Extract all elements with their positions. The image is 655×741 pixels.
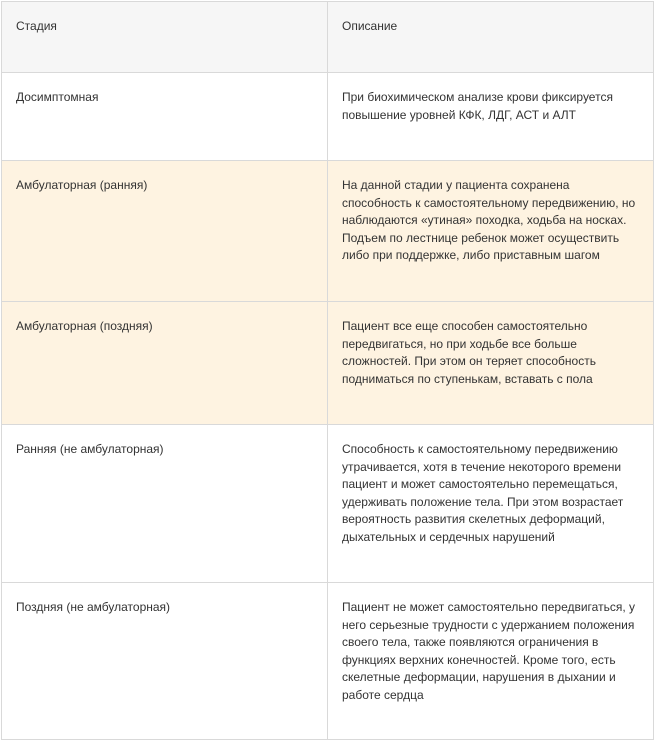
table-row xyxy=(2,425,654,583)
stage-cell: Амбулаторная (поздняя) xyxy=(2,302,328,425)
table-row xyxy=(2,583,654,740)
table-header-row xyxy=(2,2,654,73)
header-description: Описание xyxy=(328,2,654,73)
description-cell: Способность к самостоятельному передвижению утрачивается, хотя в течение некоторого времени пациент и может самостоятельно перемещаться, удерживать положение тела. При этом возрастает вероятность развития скелетных деформаций, дыхательных и сердечных нарушений xyxy=(328,425,654,583)
description-cell: При биохимическом анализе крови фиксируется повышение уровней КФК, ЛДГ, АСТ и АЛТ xyxy=(328,73,654,161)
table-row xyxy=(2,161,654,302)
stage-cell: Амбулаторная (ранняя) xyxy=(2,161,328,302)
table-row xyxy=(2,302,654,425)
description-cell: Пациент все еще способен самостоятельно передвигаться, но при ходьбе все больше сложностей. При этом он теряет способность подниматься по ступенькам, вставать с пола xyxy=(328,302,654,425)
stage-cell: Ранняя (не амбулаторная) xyxy=(2,425,328,583)
header-stage: Стадия xyxy=(2,2,328,73)
description-cell: На данной стадии у пациента сохранена способность к самостоятельному передвижению, но наблюдаются «утиная» походка, ходьба на носках. Подъем по лестнице ребенок может осуществить либо при поддержке, либо приставным шагом xyxy=(328,161,654,302)
table-row xyxy=(2,73,654,161)
stage-cell: Поздняя (не амбулаторная) xyxy=(2,583,328,740)
disease-stages-table xyxy=(1,1,654,740)
description-cell: Пациент не может самостоятельно передвигаться, у него серьезные трудности с удержанием положения своего тела, также появляются ограничения в функциях верхних конечностей. Кроме того, есть скелетные деформации, нарушения в дыхании и работе сердца xyxy=(328,583,654,740)
stage-cell: Досимптомная xyxy=(2,73,328,161)
